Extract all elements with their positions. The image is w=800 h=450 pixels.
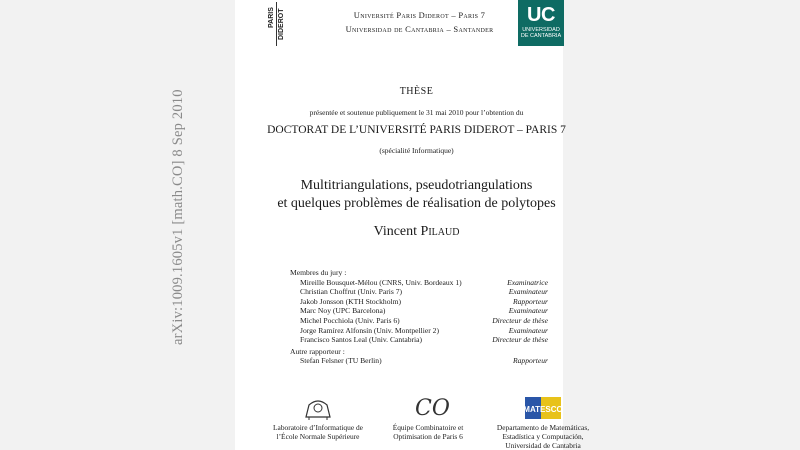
lab-line: Estadística y Computación, — [502, 432, 584, 441]
thesis-title-line2: et quelques problèmes de réalisation de polytopes — [277, 196, 556, 211]
arxiv-stamp: arXiv:1009.1605v1 [math.CO] 8 Sep 2010 — [170, 89, 186, 345]
jury-member-name: Mireille Bousquet-Mélou (CNRS, Univ. Bordeaux 1) — [300, 277, 462, 287]
left-margin — [0, 0, 235, 450]
jury-member-name: Jakob Jonsson (KTH Stockholm) — [300, 296, 402, 306]
jury-member — [290, 278, 548, 288]
ens-crest-icon — [303, 395, 333, 421]
lab-matesco — [488, 395, 598, 450]
lab-co — [378, 395, 478, 441]
lab-line: Optimisation de Paris 6 — [393, 432, 463, 441]
jury-list — [290, 268, 548, 366]
jury-member — [290, 335, 548, 345]
jury-member — [290, 297, 548, 307]
uc-logo-initials: UC — [527, 4, 555, 26]
lab-line: Departamento de Matemáticas, — [496, 423, 590, 432]
author-name — [235, 224, 598, 240]
lab-line: Laboratoire d’Informatique de — [273, 423, 363, 432]
thesis-title-line1: Multitriangulations, pseudotriangulations — [300, 178, 533, 193]
jury-member — [290, 287, 548, 297]
uc-logo-line1: UNIVERSIDAD — [522, 27, 560, 33]
paris-logo-line2: DIDEROT — [278, 8, 285, 40]
cantabria-logo — [518, 0, 564, 46]
paris-logo-line1: PARIS — [268, 7, 275, 28]
jury-member-role: Examinateur — [508, 325, 548, 335]
degree-title: DOCTORAT DE L’UNIVERSITÉ PARIS DIDEROT – PARIS 7 — [267, 124, 566, 136]
lab-line: Universidad de Cantabria — [505, 441, 581, 450]
co-logo-icon — [411, 395, 450, 421]
institution-cantabria: Universidad de Cantabria – Santander — [345, 24, 494, 34]
jury-member-role: Directeur de thèse — [492, 335, 548, 345]
jury-heading: Membres du jury : — [290, 268, 347, 277]
lab-line: Équipe Combinatoire et — [392, 423, 464, 432]
jury-member-name: Francisco Santos Leal (Univ. Cantabria) — [300, 335, 423, 345]
institution-paris: Université Paris Diderot – Paris 7 — [353, 10, 486, 20]
jury-member-name: Marc Noy (UPC Barcelona) — [300, 306, 386, 316]
jury-member-role: Rapporteur — [512, 356, 548, 366]
co-logo-text: CO — [415, 396, 450, 421]
matesco-logo-icon — [523, 395, 563, 421]
jury-member — [290, 306, 548, 316]
jury-member-name: Christian Choffrut (Univ. Paris 7) — [300, 287, 403, 297]
uc-logo-line2: DE CANTABRIA — [520, 33, 562, 39]
lab-lienss — [268, 395, 368, 441]
jury-member — [290, 356, 548, 366]
matesco-logo-text: MATESCO — [523, 405, 563, 414]
jury-member-name: Michel Pocchiola (Univ. Paris 6) — [300, 315, 400, 325]
presentation-line: présentée et soutenue publiquement le 31 mai 2010 pour l’obtention du — [309, 108, 524, 117]
specialty: (spécialité Informatique) — [379, 146, 454, 155]
jury-member-role: Examinateur — [508, 306, 548, 316]
right-margin — [563, 0, 800, 450]
other-rapporteur-heading: Autre rapporteur : — [290, 346, 345, 356]
these-label: THÈSE — [399, 86, 434, 97]
jury-member — [290, 316, 548, 326]
jury-member-role: Examinateur — [508, 287, 548, 297]
jury-member-name: Stefan Felsner (TU Berlin) — [300, 356, 382, 366]
jury-member-role: Rapporteur — [512, 296, 548, 306]
jury-member-name: Jorge Ramírez Alfonsín (Univ. Montpellier 2) — [300, 325, 439, 335]
jury-member-role: Examinatrice — [507, 277, 548, 287]
jury-member-role: Directeur de thèse — [492, 315, 548, 325]
lab-line: l’École Normale Supérieure — [276, 432, 360, 441]
author-first-name: Vincent — [373, 224, 418, 239]
jury-member — [290, 326, 548, 336]
author-last-name: Pilaud — [420, 224, 460, 239]
